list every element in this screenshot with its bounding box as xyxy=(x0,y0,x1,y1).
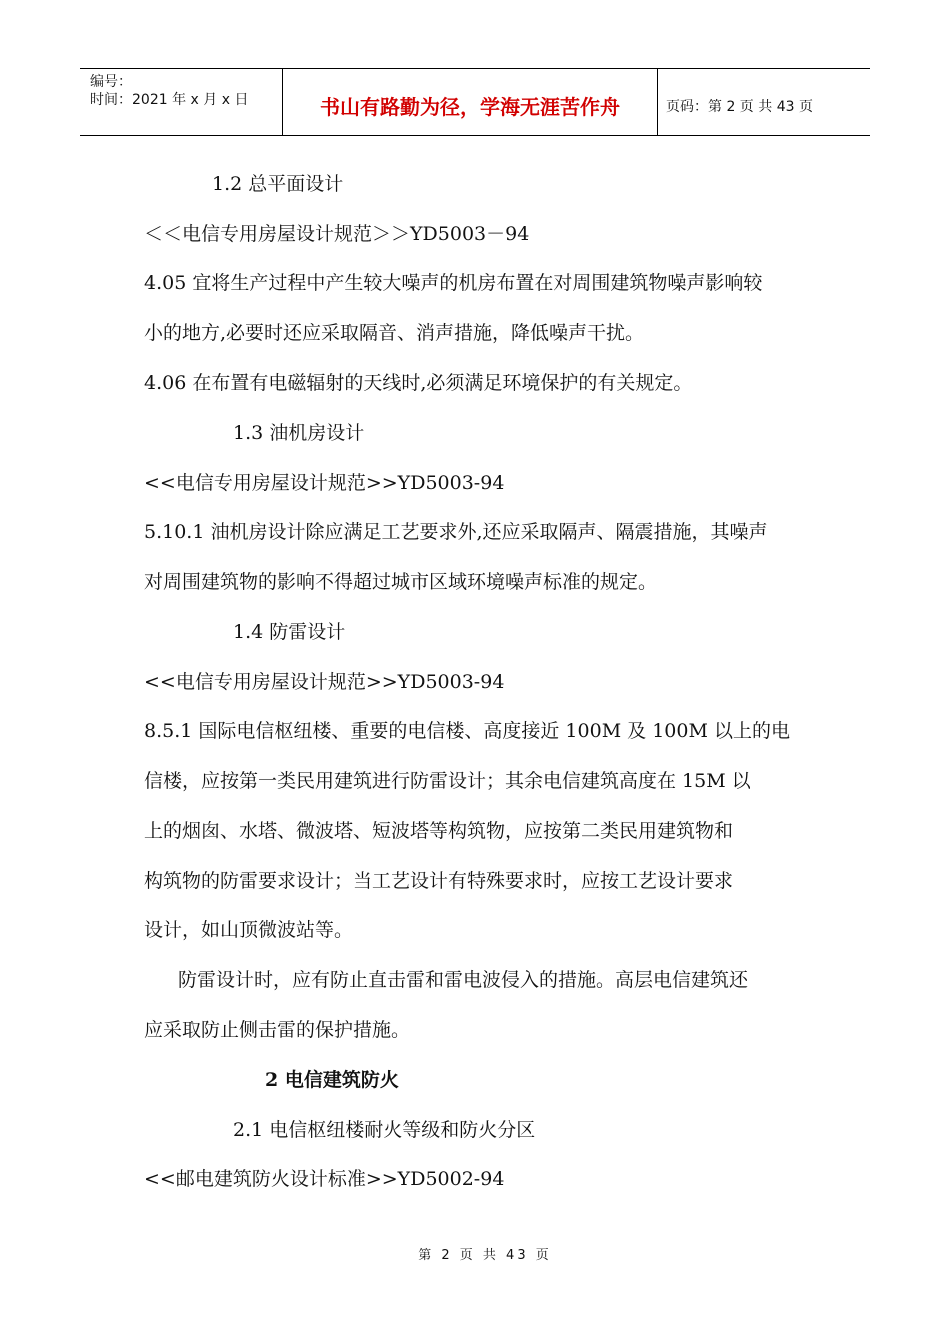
section-heading-1-3: 1.3 油机房设计 xyxy=(233,422,365,444)
header-motto: 书山有路勤为径，学海无涯苦作舟 xyxy=(282,69,658,136)
paragraph-line: 小的地方,必要时还应采取隔音、消声措施，降低噪声干扰。 xyxy=(144,322,645,344)
page-header xyxy=(80,68,870,136)
section-heading-1-2: 1.2 总平面设计 xyxy=(212,173,344,195)
paragraph-line: 构筑物的防雷要求设计；当工艺设计有特殊要求时，应按工艺设计要求 xyxy=(144,870,734,892)
paragraph-line: 防雷设计时，应有防止直击雷和雷电波侵入的措施。高层电信建筑还 xyxy=(178,969,749,991)
paragraph-line: 8.5.1 国际电信枢纽楼、重要的电信楼、高度接近 100M 及 100M 以上的电 xyxy=(144,720,790,742)
chapter-heading-2: 2 电信建筑防火 xyxy=(265,1069,399,1091)
reference-line: <<邮电建筑防火设计标准>>YD5002-94 xyxy=(144,1168,505,1190)
section-heading-2-1: 2.1 电信枢纽楼耐火等级和防火分区 xyxy=(233,1119,536,1141)
page-footer: 第 2 页 共 43 页 xyxy=(418,1248,552,1263)
paragraph-line: 上的烟囱、水塔、微波塔、短波塔等构筑物，应按第二类民用建筑物和 xyxy=(144,820,734,842)
header-meta xyxy=(80,69,282,136)
paragraph-line: 4.06 在布置有电磁辐射的天线时,必须满足环境保护的有关规定。 xyxy=(144,372,693,394)
time-label: 时间：2021 年 x 月 x 日 xyxy=(90,92,249,108)
paragraph-line: 4.05 宜将生产过程中产生较大噪声的机房布置在对周围建筑物噪声影响较 xyxy=(144,272,763,294)
paragraph-line: 信楼，应按第一类民用建筑进行防雷设计；其余电信建筑高度在 15M 以 xyxy=(144,770,751,792)
paragraph-line: 应采取防止侧击雷的保护措施。 xyxy=(144,1019,411,1041)
section-heading-1-4: 1.4 防雷设计 xyxy=(233,621,346,643)
reference-line: <<电信专用房屋设计规范>>YD5003-94 xyxy=(144,472,505,494)
paragraph-line: 5.10.1 油机房设计除应满足工艺要求外,还应采取隔声、隔震措施，其噪声 xyxy=(144,521,768,543)
reference-line: <<电信专用房屋设计规范>>YD5003-94 xyxy=(144,671,505,693)
paragraph-line: 对周围建筑物的影响不得超过城市区域环境噪声标准的规定。 xyxy=(144,571,658,593)
header-page-info: 页码：第 2 页 共 43 页 xyxy=(666,98,813,115)
code-label: 编号： xyxy=(90,74,132,90)
paragraph-line: 设计，如山顶微波站等。 xyxy=(144,919,354,941)
reference-line: ＜＜电信专用房屋设计规范＞＞YD5003－94 xyxy=(144,223,530,245)
